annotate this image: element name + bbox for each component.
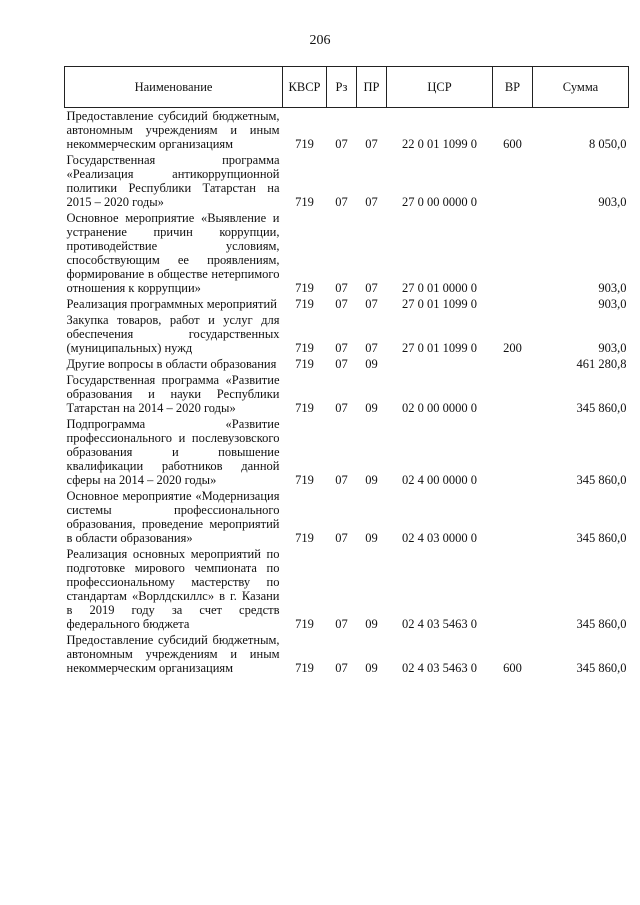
table-row	[65, 210, 629, 296]
cell-name: Подпрограмма «Развитие профессионального и послевузовского образования и повышение квалификации работников данной сферы на 2014 – 2020 годы»	[66, 417, 280, 487]
cell-rz: 07	[335, 531, 348, 545]
cell-csr: 02 4 03 0000 0	[402, 531, 477, 545]
cell-rz: 07	[335, 357, 348, 371]
cell-pr: 09	[365, 473, 378, 487]
table-row	[65, 546, 629, 632]
cell-csr: 02 4 00 0000 0	[402, 473, 477, 487]
table-row	[65, 632, 629, 676]
cell-kvsr: 719	[295, 341, 314, 355]
cell-kvsr: 719	[295, 401, 314, 415]
cell-vr	[493, 152, 533, 210]
cell-vr	[493, 488, 533, 546]
header-csr: ЦСР	[387, 67, 493, 108]
cell-pr: 09	[365, 661, 378, 675]
cell-kvsr: 719	[295, 661, 314, 675]
header-name: Наименование	[65, 67, 283, 108]
page-number: 206	[309, 33, 331, 48]
table-row	[65, 372, 629, 416]
cell-name: Другие вопросы в области образования	[66, 357, 277, 371]
cell-vr	[493, 416, 533, 488]
cell-kvsr: 719	[295, 473, 314, 487]
cell-rz: 07	[335, 661, 348, 675]
cell-rz: 07	[335, 195, 348, 209]
cell-sum: 345 860,0	[576, 617, 627, 631]
cell-rz: 07	[335, 341, 348, 355]
cell-name: Реализация программных мероприятий	[66, 297, 277, 311]
cell-name: Основное мероприятие «Выявление и устранение причин коррупции, противодействие условиям, способствующим ее проявлениям, формирование в обществе нетерпимого отношения к коррупции»	[66, 211, 280, 295]
cell-sum: 903,0	[598, 297, 627, 311]
table-row	[65, 312, 629, 356]
cell-sum: 903,0	[598, 341, 627, 355]
cell-sum: 903,0	[598, 195, 627, 209]
cell-pr: 07	[365, 137, 378, 151]
cell-vr	[493, 210, 533, 296]
cell-sum: 345 860,0	[576, 661, 627, 675]
budget-table	[64, 66, 629, 676]
cell-pr: 09	[365, 357, 378, 371]
cell-vr: 600	[503, 661, 522, 675]
cell-vr	[493, 546, 533, 632]
cell-rz: 07	[335, 401, 348, 415]
cell-kvsr: 719	[295, 357, 314, 371]
cell-sum: 345 860,0	[576, 531, 627, 545]
cell-rz: 07	[335, 137, 348, 151]
table-row	[65, 108, 629, 153]
cell-pr: 09	[365, 531, 378, 545]
cell-rz: 07	[335, 297, 348, 311]
cell-name: Государственная программа «Развитие образования и науки Республики Татарстан на 2014 – 2020 годы»	[66, 373, 280, 415]
cell-rz: 07	[335, 473, 348, 487]
cell-csr: 27 0 00 0000 0	[402, 195, 477, 209]
header-sum: Сумма	[533, 67, 629, 108]
header-rz: Рз	[327, 67, 357, 108]
cell-name: Закупка товаров, работ и услуг для обеспечения государственных (муниципальных) нужд	[66, 313, 280, 355]
cell-pr: 09	[365, 617, 378, 631]
header-pr: ПР	[357, 67, 387, 108]
cell-name: Реализация основных мероприятий по подготовке мирового чемпионата по профессиональному мастерству по стандартам «Ворлдскиллс» в г. Казани в 2019 году за счет средств федерального бюджета	[66, 547, 280, 631]
cell-csr: 27 0 01 1099 0	[402, 297, 477, 311]
cell-rz: 07	[335, 617, 348, 631]
table-row	[65, 356, 629, 372]
cell-pr: 07	[365, 195, 378, 209]
table-header-row	[65, 67, 629, 108]
cell-vr: 200	[503, 341, 522, 355]
cell-pr: 07	[365, 297, 378, 311]
cell-csr: 02 0 00 0000 0	[402, 401, 477, 415]
table-row	[65, 296, 629, 312]
cell-sum: 8 050,0	[589, 137, 627, 151]
cell-csr: 27 0 01 0000 0	[402, 281, 477, 295]
cell-kvsr: 719	[295, 617, 314, 631]
cell-csr: 22 0 01 1099 0	[402, 137, 477, 151]
cell-pr: 07	[365, 281, 378, 295]
cell-sum: 461 280,8	[576, 357, 627, 371]
cell-sum: 903,0	[598, 281, 627, 295]
cell-pr: 09	[365, 401, 378, 415]
cell-kvsr: 719	[295, 281, 314, 295]
cell-csr	[387, 356, 493, 372]
table-row	[65, 416, 629, 488]
cell-name: Государственная программа «Реализация антикоррупционной политики Республики Татарстан на 2015 – 2020 годы»	[66, 153, 280, 209]
cell-kvsr: 719	[295, 297, 314, 311]
cell-vr	[493, 296, 533, 312]
cell-csr: 02 4 03 5463 0	[402, 617, 477, 631]
header-kvsr: КВСР	[283, 67, 327, 108]
cell-name: Предоставление субсидий бюджетным, автономным учреждениям и иным некоммерческим организациям	[66, 633, 280, 675]
cell-kvsr: 719	[295, 137, 314, 151]
cell-name: Основное мероприятие «Модернизация системы профессионального образования, проведение мероприятий в области образования»	[66, 489, 280, 545]
table-row	[65, 152, 629, 210]
cell-csr: 02 4 03 5463 0	[402, 661, 477, 675]
cell-sum: 345 860,0	[576, 401, 627, 415]
cell-sum: 345 860,0	[576, 473, 627, 487]
cell-name: Предоставление субсидий бюджетным, автономным учреждениям и иным некоммерческим организациям	[66, 109, 280, 151]
cell-kvsr: 719	[295, 195, 314, 209]
header-vr: ВР	[493, 67, 533, 108]
cell-csr: 27 0 01 1099 0	[402, 341, 477, 355]
cell-vr	[493, 372, 533, 416]
cell-vr	[493, 356, 533, 372]
cell-rz: 07	[335, 281, 348, 295]
cell-kvsr: 719	[295, 531, 314, 545]
table-row	[65, 488, 629, 546]
cell-pr: 07	[365, 341, 378, 355]
cell-vr: 600	[503, 137, 522, 151]
